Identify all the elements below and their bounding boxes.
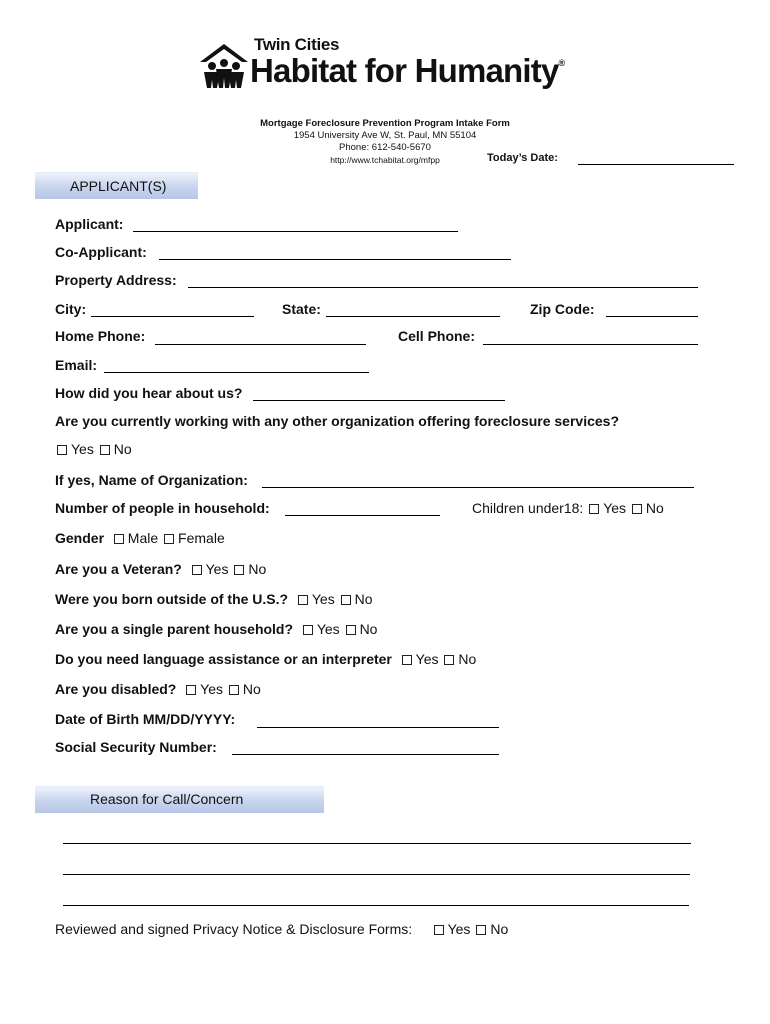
date-of-birth-label: Date of Birth MM/DD/YYYY:: [55, 711, 236, 727]
single-parent-group: [55, 621, 377, 637]
gender-male-checkbox[interactable]: [114, 534, 124, 544]
home-phone-label: Home Phone:: [55, 328, 146, 344]
single-parent-yes-label: Yes: [316, 621, 340, 637]
veteran-yes-label: Yes: [205, 561, 229, 577]
logo-habitat-for-humanity: Habitat for Humanity®: [250, 52, 565, 89]
gender-group: [55, 530, 225, 546]
zip-code-field[interactable]: [606, 316, 698, 317]
todays-date-label: Today’s Date:: [487, 152, 558, 164]
gender-female-checkbox[interactable]: [164, 534, 174, 544]
other-org-no-label: No: [113, 441, 132, 457]
other-org-no-checkbox[interactable]: [100, 445, 110, 455]
gender-female-label: Female: [178, 530, 225, 546]
privacy-no-checkbox[interactable]: [476, 925, 486, 935]
email-label: Email:: [55, 357, 98, 373]
form-title: Mortgage Foreclosure Prevention Program Intake Form: [260, 118, 510, 129]
other-org-yes-label: Yes: [71, 441, 94, 457]
children-under-18-group: [472, 500, 664, 516]
logo-twin-cities: Twin Cities: [254, 35, 340, 54]
born-outside-no-checkbox[interactable]: [341, 595, 351, 605]
co-applicant-label: Co-Applicant:: [55, 244, 147, 260]
veteran-no-checkbox[interactable]: [234, 565, 244, 575]
co-applicant-field[interactable]: [159, 259, 511, 260]
organization-name-label: If yes, Name of Organization:: [55, 472, 248, 488]
reason-line-1[interactable]: [63, 843, 691, 844]
born-outside-group: [55, 591, 373, 607]
disabled-no-label: No: [242, 681, 261, 697]
applicant-label: Applicant:: [55, 216, 124, 232]
household-size-field[interactable]: [285, 515, 440, 516]
veteran-no-label: No: [248, 561, 267, 577]
language-yes-checkbox[interactable]: [402, 655, 412, 665]
organization-name-field[interactable]: [262, 487, 694, 488]
disabled-label: Are you disabled?: [55, 681, 177, 697]
children-yes-checkbox[interactable]: [589, 504, 599, 514]
home-phone-field[interactable]: [155, 344, 366, 345]
zip-code-label: Zip Code:: [530, 301, 595, 317]
gender-label: Gender: [55, 530, 105, 546]
language-yes-label: Yes: [415, 651, 439, 667]
org-address: 1954 University Ave W, St. Paul, MN 55104: [293, 130, 477, 141]
property-address-field[interactable]: [188, 287, 698, 288]
org-phone: Phone: 612-540-5670: [339, 142, 431, 153]
privacy-no-label: No: [490, 921, 509, 937]
veteran-yes-checkbox[interactable]: [192, 565, 202, 575]
other-org-yes-checkbox[interactable]: [57, 445, 67, 455]
date-of-birth-field[interactable]: [257, 727, 499, 728]
privacy-yes-label: Yes: [447, 921, 471, 937]
single-parent-yes-checkbox[interactable]: [303, 625, 313, 635]
children-no-label: No: [645, 500, 664, 516]
privacy-notice-label: Reviewed and signed Privacy Notice & Disclosure Forms:: [55, 921, 413, 937]
reason-section-label: Reason for Call/Concern: [90, 791, 244, 807]
ssn-field[interactable]: [232, 754, 499, 755]
language-assistance-label: Do you need language assistance or an interpreter: [55, 651, 392, 667]
email-field[interactable]: [104, 372, 369, 373]
reason-line-3[interactable]: [63, 905, 689, 906]
single-parent-label: Are you a single parent household?: [55, 621, 294, 637]
city-field[interactable]: [91, 316, 254, 317]
disabled-no-checkbox[interactable]: [229, 685, 239, 695]
born-outside-yes-label: Yes: [311, 591, 335, 607]
applicant-field[interactable]: [133, 231, 458, 232]
children-under-18-label: Children under18:: [472, 500, 584, 516]
veteran-label: Are you a Veteran?: [55, 561, 182, 577]
household-size-label: Number of people in household:: [55, 500, 270, 516]
disabled-group: [55, 681, 261, 697]
born-outside-yes-checkbox[interactable]: [298, 595, 308, 605]
org-url: http://www.tchabitat.org/mfpp: [330, 155, 440, 165]
hear-about-us-field[interactable]: [253, 400, 505, 401]
other-organization-options: [55, 441, 132, 457]
city-label: City:: [55, 301, 87, 317]
language-no-label: No: [458, 651, 477, 667]
cell-phone-field[interactable]: [483, 344, 698, 345]
applicant-section-label: APPLICANT(S): [70, 178, 167, 194]
hear-about-us-label: How did you hear about us?: [55, 385, 243, 401]
children-no-checkbox[interactable]: [632, 504, 642, 514]
born-outside-no-label: No: [354, 591, 373, 607]
privacy-yes-checkbox[interactable]: [434, 925, 444, 935]
todays-date-field[interactable]: [578, 164, 734, 165]
privacy-notice-group: [55, 921, 508, 937]
other-organization-question: Are you currently working with any other organization offering foreclosure services?: [55, 413, 620, 429]
state-field[interactable]: [326, 316, 500, 317]
property-address-label: Property Address:: [55, 272, 177, 288]
gender-male-label: Male: [127, 530, 159, 546]
disabled-yes-label: Yes: [200, 681, 223, 697]
ssn-label: Social Security Number:: [55, 739, 217, 755]
language-no-checkbox[interactable]: [444, 655, 454, 665]
children-yes-label: Yes: [603, 500, 627, 516]
born-outside-label: Were you born outside of the U.S.?: [55, 591, 289, 607]
state-label: State:: [282, 301, 321, 317]
veteran-group: [55, 561, 266, 577]
cell-phone-label: Cell Phone:: [398, 328, 476, 344]
disabled-yes-checkbox[interactable]: [186, 685, 196, 695]
single-parent-no-label: No: [359, 621, 378, 637]
reason-line-2[interactable]: [63, 874, 690, 875]
habitat-logo-icon: [198, 42, 250, 90]
language-assistance-group: [55, 651, 476, 667]
single-parent-no-checkbox[interactable]: [346, 625, 356, 635]
